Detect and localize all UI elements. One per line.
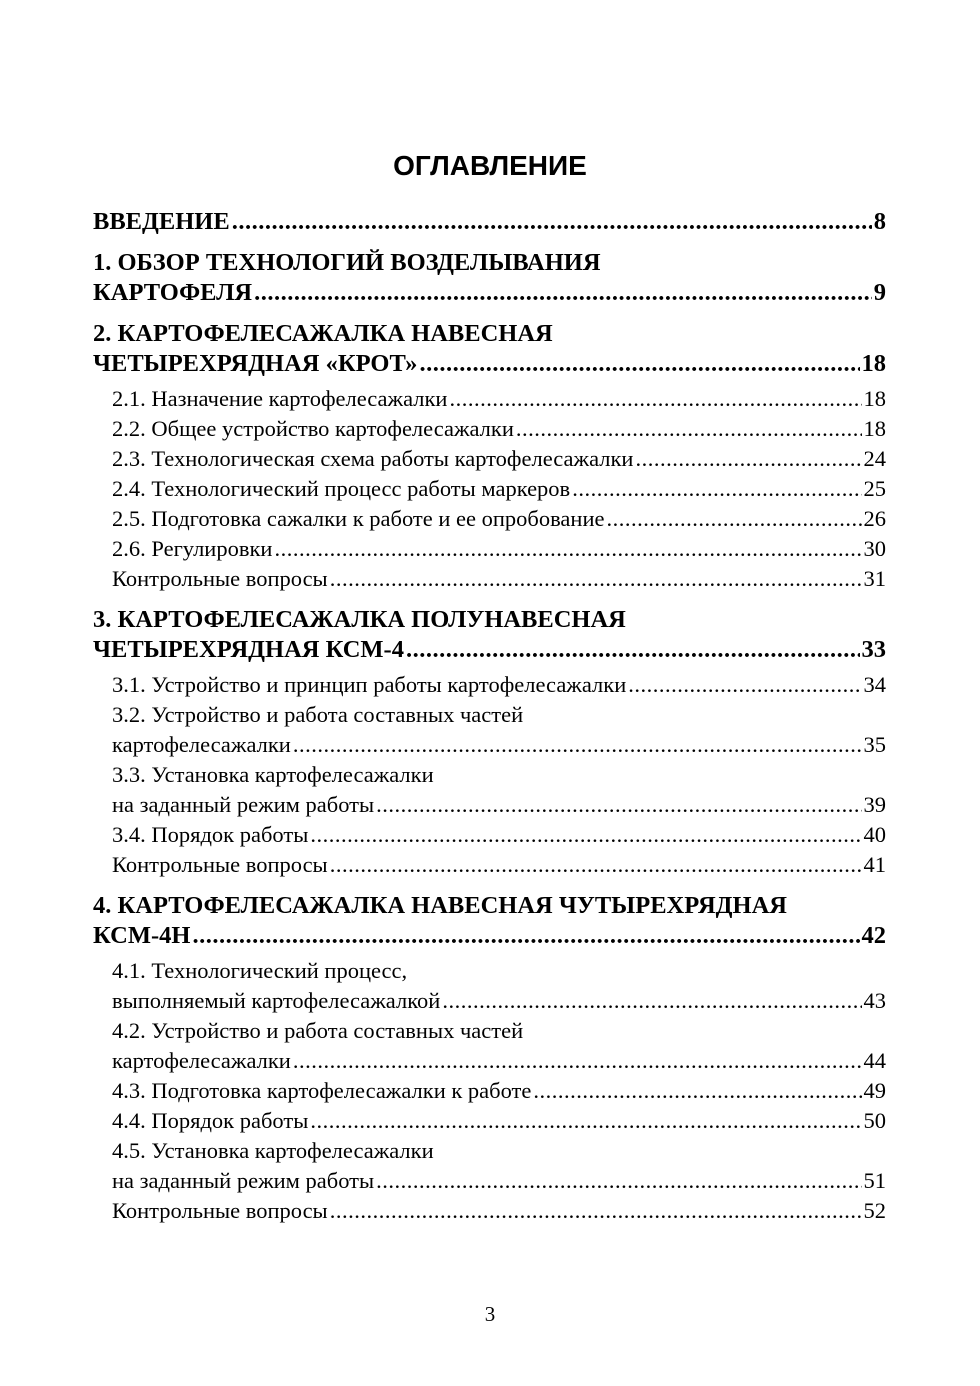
section-heading [93,605,886,665]
entry-page: 8 [873,208,886,235]
toc-entry [93,474,886,504]
toc-line [93,1196,886,1226]
dot-leader [449,384,861,414]
subsection-list [93,670,886,880]
toc-entry [93,820,886,850]
dot-leader [254,278,872,308]
entry-text: ЧЕТЫРЕХРЯДНАЯ «КРОТ» [93,350,418,377]
toc-line [93,700,886,730]
toc-line [93,207,886,237]
entry-page: 26 [863,506,886,531]
toc-entry [93,1076,886,1106]
dot-leader [330,564,862,594]
subsection-list [93,956,886,1226]
entry-text: 4.2. Устройство и работа составных частей [112,1018,524,1043]
toc-entry [93,1016,886,1076]
entry-text: КАРТОФЕЛЯ [93,279,253,306]
toc-line [93,444,886,474]
dot-leader [293,730,862,760]
dot-leader [406,635,860,665]
dot-leader [232,207,872,237]
toc-line [93,956,886,986]
dot-leader [635,444,861,474]
toc-section [93,605,886,880]
entry-page: 24 [863,446,886,471]
dot-leader [376,790,861,820]
entry-text: 2.5. Подготовка сажалки к работе и ее опробование [112,506,605,531]
entry-text: 3.3. Установка картофелесажалки [112,762,434,787]
entry-text: картофелесажалки [112,732,291,757]
toc-entry [93,956,886,1016]
entry-text: Контрольные вопросы [112,1198,328,1223]
toc-line [93,474,886,504]
dot-leader [533,1076,861,1106]
entry-page: 44 [863,1048,886,1073]
toc-entry [93,700,886,760]
dot-leader [628,670,861,700]
toc-entry [93,564,886,594]
toc-line [93,760,886,790]
entry-text: Контрольные вопросы [112,566,328,591]
entry-text: 3. КАРТОФЕЛЕСАЖАЛКА ПОЛУНАВЕСНАЯ [93,606,626,633]
toc-entry [93,384,886,414]
toc-entry [93,504,886,534]
entry-text: 3.1. Устройство и принцип работы картофелесажалки [112,672,627,697]
toc-line [93,1076,886,1106]
toc-entry [93,760,886,820]
entry-page: 31 [863,566,886,591]
entry-text: 4. КАРТОФЕЛЕСАЖАЛКА НАВЕСНАЯ ЧУТЫРЕХРЯДНАЯ [93,892,787,919]
dot-leader [606,504,861,534]
entry-page: 41 [863,852,886,877]
toc-line [93,319,886,349]
toc-line [93,605,886,635]
toc-entry [93,1106,886,1136]
toc-section [93,207,886,237]
toc-line [93,1136,886,1166]
toc-entry [93,1196,886,1226]
entry-page: 30 [863,536,886,561]
section-heading [93,248,886,308]
toc-line [93,278,886,308]
dot-leader [330,850,862,880]
page-title: ОГЛАВЛЕНИЕ [393,150,587,181]
entry-page: 51 [863,1168,886,1193]
entry-page: 9 [873,279,886,306]
entry-text: ВВЕДЕНИЕ [93,208,230,235]
entry-text: 4.3. Подготовка картофелесажалки к работе [112,1078,532,1103]
dot-leader [419,349,859,379]
toc-line [93,670,886,700]
toc-entry [93,534,886,564]
toc-line [93,248,886,278]
dot-leader [274,534,861,564]
entry-page: 18 [863,416,886,441]
entry-text: 3.2. Устройство и работа составных частей [112,702,524,727]
toc-line [93,921,886,951]
entry-text: Контрольные вопросы [112,852,328,877]
entry-page: 43 [863,988,886,1013]
entry-text: ЧЕТЫРЕХРЯДНАЯ КСМ-4 [93,636,404,663]
entry-text: 2.2. Общее устройство картофелесажалки [112,416,514,441]
entry-text: 2.3. Технологическая схема работы картофелесажалки [112,446,634,471]
toc-section [93,248,886,308]
dot-leader [330,1196,862,1226]
toc-line [93,850,886,880]
entry-text: 4.5. Установка картофелесажалки [112,1138,434,1163]
toc-line [93,790,886,820]
dot-leader [310,1106,861,1136]
toc-section [93,891,886,1226]
toc-line [93,891,886,921]
toc-line [93,384,886,414]
toc-line [93,564,886,594]
toc-entry [93,850,886,880]
dot-leader [516,414,862,444]
section-heading [93,207,886,237]
entry-text: 2. КАРТОФЕЛЕСАЖАЛКА НАВЕСНАЯ [93,320,553,347]
entry-text: на заданный режим работы [112,1168,375,1193]
entry-text: 4.1. Технологический процесс, [112,958,408,983]
toc-entry [93,444,886,474]
toc-line [93,504,886,534]
subsection-list [93,384,886,594]
entry-text: выполняемый картофелесажалкой [112,988,441,1013]
entry-text: КСМ-4Н [93,922,191,949]
dot-leader [442,986,861,1016]
entry-page: 52 [863,1198,886,1223]
toc-line [93,349,886,379]
dot-leader [293,1046,862,1076]
toc-line [93,414,886,444]
toc-entry [93,670,886,700]
page-number: 3 [484,1302,496,1326]
entry-text: 4.4. Порядок работы [112,1108,309,1133]
toc-entry [93,414,886,444]
toc-section [93,319,886,594]
dot-leader [376,1166,861,1196]
toc-line [93,820,886,850]
entry-text: картофелесажалки [112,1048,291,1073]
entry-page: 34 [863,672,886,697]
entry-page: 18 [861,350,886,377]
toc-line [93,635,886,665]
entry-page: 33 [861,636,886,663]
toc-line [93,534,886,564]
section-heading [93,891,886,951]
toc-line [93,1106,886,1136]
toc-line [93,1166,886,1196]
entry-page: 39 [863,792,886,817]
entry-page: 25 [863,476,886,501]
entry-page: 40 [863,822,886,847]
toc-line [93,986,886,1016]
entry-text: 3.4. Порядок работы [112,822,309,847]
toc-line [93,1046,886,1076]
section-heading [93,319,886,379]
entry-page: 18 [863,386,886,411]
toc-line [93,730,886,760]
entry-text: 2.1. Назначение картофелесажалки [112,386,448,411]
dot-leader [572,474,861,504]
entry-text: 2.6. Регулировки [112,536,273,561]
entry-page: 50 [863,1108,886,1133]
entry-text: на заданный режим работы [112,792,375,817]
dot-leader [310,820,861,850]
table-of-contents [93,207,886,1226]
toc-line [93,1016,886,1046]
entry-page: 35 [863,732,886,757]
entry-text: 2.4. Технологический процесс работы маркеров [112,476,571,501]
entry-page: 42 [861,922,886,949]
toc-entry [93,1136,886,1196]
entry-text: 1. ОБЗОР ТЕХНОЛОГИЙ ВОЗДЕЛЫВАНИЯ [93,249,601,276]
entry-page: 49 [863,1078,886,1103]
dot-leader [192,921,859,951]
